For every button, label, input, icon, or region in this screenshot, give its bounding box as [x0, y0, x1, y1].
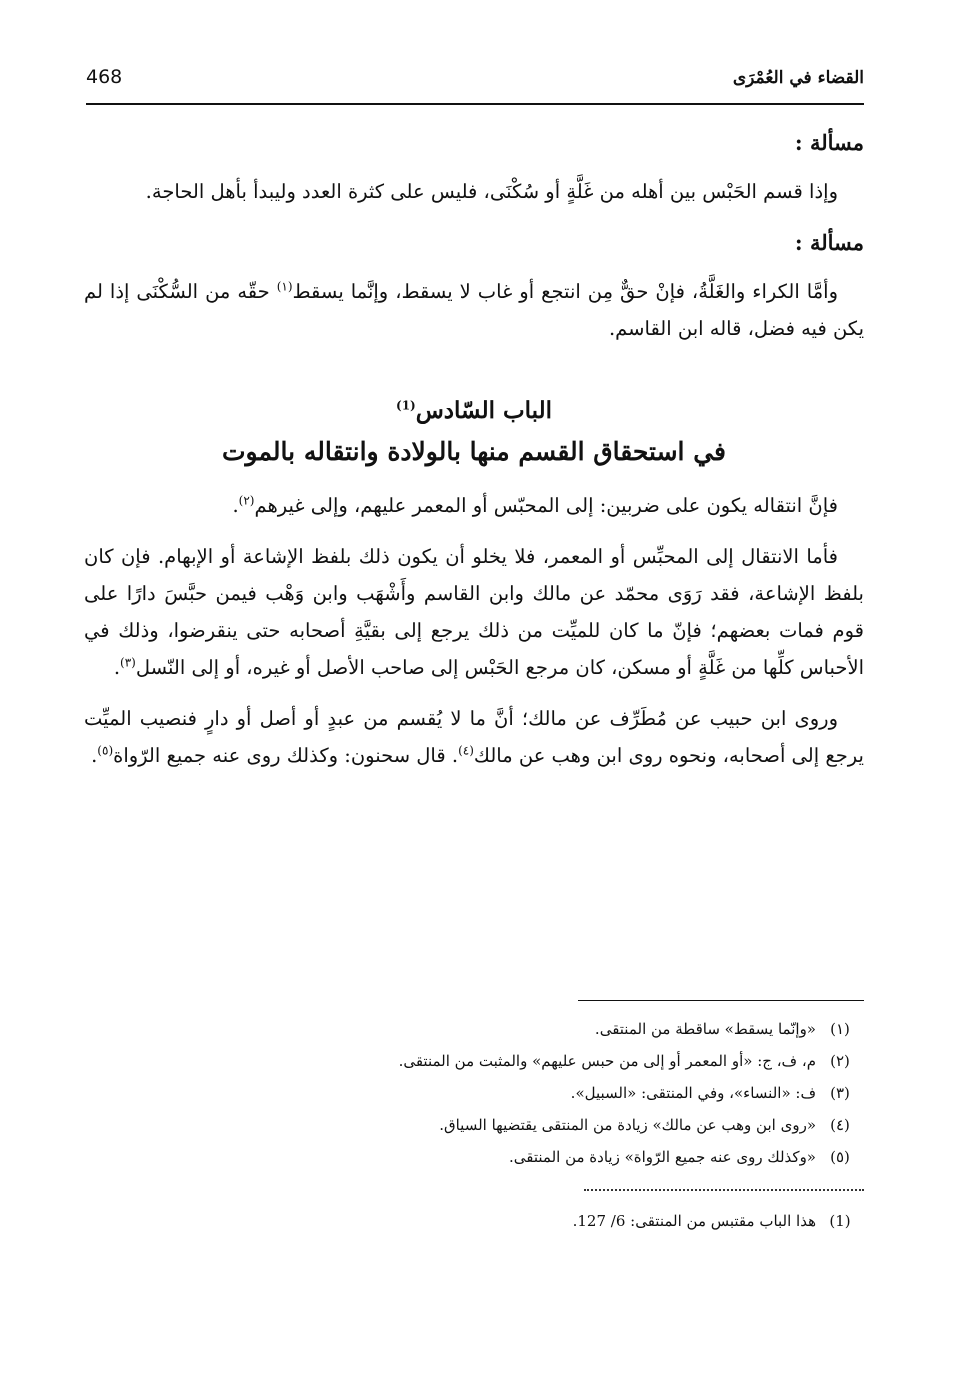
footnote-item [86, 1141, 864, 1173]
chapter-heading [84, 391, 864, 473]
footnote-rule [578, 1000, 864, 1001]
footnote-ref: (١) [276, 279, 293, 294]
section-heading-2: مسألة : [794, 230, 864, 255]
paragraph-4: فأما الانتقال إلى المحبِّس أو المعمر، فلا يخلو أن يكون ذلك بلفظ الإشاعة أو الإبهام. فإن كان بلفظ الإشاعة، فقد رَوَى محمّد عن مالك وابن القاسم وأَشْهَب وابن وَهْب فيمن حبَّسَ دارًا على قوم فمات بعضهم؛ فإنّ ما كان للميِّت من ذلك يرجع إلى بقيَّةِ أصحابه حتى ينقرضوا، وذلك في الأحباس كلِّها من غَلَّةٍ أو مسكن، كان مرجع الحَبْس إلى صاحب الأصل أو غيره، أو إلى النّسل$^{(٣)}$. [84, 545, 864, 679]
chapter-subtitle: في استحقاق القسم منها بالولادة وانتقاله بالموت [222, 437, 726, 466]
running-header [86, 66, 864, 94]
footnote-ref: (٤) [458, 743, 474, 758]
footnote-ref: (٣) [120, 655, 136, 670]
footnote-number: (٣) [830, 1084, 850, 1102]
footnote-text: هذا الباب مقتبس من المنتقى: 6/ 127. [572, 1212, 816, 1230]
paragraph-3: فإنَّ انتقاله يكون على ضربين: إلى المحبّس أو المعمر عليهم، وإلى غيرهم$^{(٢)}$. [232, 493, 838, 517]
footnote-ref: (1) [396, 398, 416, 413]
footnote-number: (1) [829, 1212, 851, 1230]
footnote-text: «روى ابن وهب عن مالك» زيادة من المنتقى يقتضيها السياق. [439, 1116, 816, 1134]
footnote-text: ف: «النساء»، وفي المنتقى: «السبيل». [570, 1084, 816, 1102]
chapter-title: الباب السّادس$^{(1)}$ [396, 397, 552, 424]
footnote-number: (٤) [830, 1116, 850, 1134]
paragraph-5: وروى ابن حبيب عن مُطَرِّف عن مالك؛ أنَّ ما لا يُقسم من عبدٍ أو أصل أو دارٍ فنصيب الميِّت يرجع إلى أصحابه، ونحوه روى ابن وهب عن مالك$^{(٤)}$. قال سحنون: وكذلك روى عنه جميع الرّواة$^{(٥)}$. [84, 707, 864, 767]
footnotes [86, 1000, 864, 1237]
footnote-ref: (٢) [238, 493, 255, 508]
main-text [84, 118, 864, 788]
footnote-text: «وكذلك روى عنه جميع الرّواة» زيادة من المنتقى. [509, 1148, 816, 1166]
footnote-ref: (٥) [97, 743, 114, 758]
paragraph-1: وإذا قسم الحَبْس بين أهله من غَلَّةٍ أو سُكْنَى، فليس على كثرة العدد وليبدأ بأهل الحاجة. [145, 180, 838, 203]
section-heading-1: مسألة : [794, 130, 864, 155]
footnote-text: «وإنّما يسقط» ساقطة من المنتقى. [594, 1020, 816, 1038]
book-title: القضاء في العُمْرَى [732, 68, 864, 88]
footnote-number: (١) [830, 1020, 850, 1038]
footnote-number: (٥) [830, 1148, 850, 1166]
footnote-item [86, 1013, 864, 1045]
footnote-text: م، ف، ج: «أو المعمر أو إلى من حبس عليهم» والمثبت من المنتقى. [398, 1052, 816, 1070]
page-number: 468 [86, 66, 123, 88]
paragraph-2: وأمَّا الكراء والغَلَّةُ، فإنْ حقٌّ مِن انتجع أو غاب لا يسقط، وإنَّما يسقط$^{(١)}$ حقّه من السُّكْنَى إذا لم يكن فيه فضل، قاله ابن القاسم. [84, 279, 864, 340]
dotted-separator [584, 1189, 864, 1191]
footnote-item [86, 1109, 864, 1141]
footnote-number: (٢) [830, 1052, 850, 1070]
footnote-item [86, 1045, 864, 1077]
header-rule [86, 103, 864, 105]
editor-note [86, 1205, 864, 1237]
footnote-item [86, 1077, 864, 1109]
